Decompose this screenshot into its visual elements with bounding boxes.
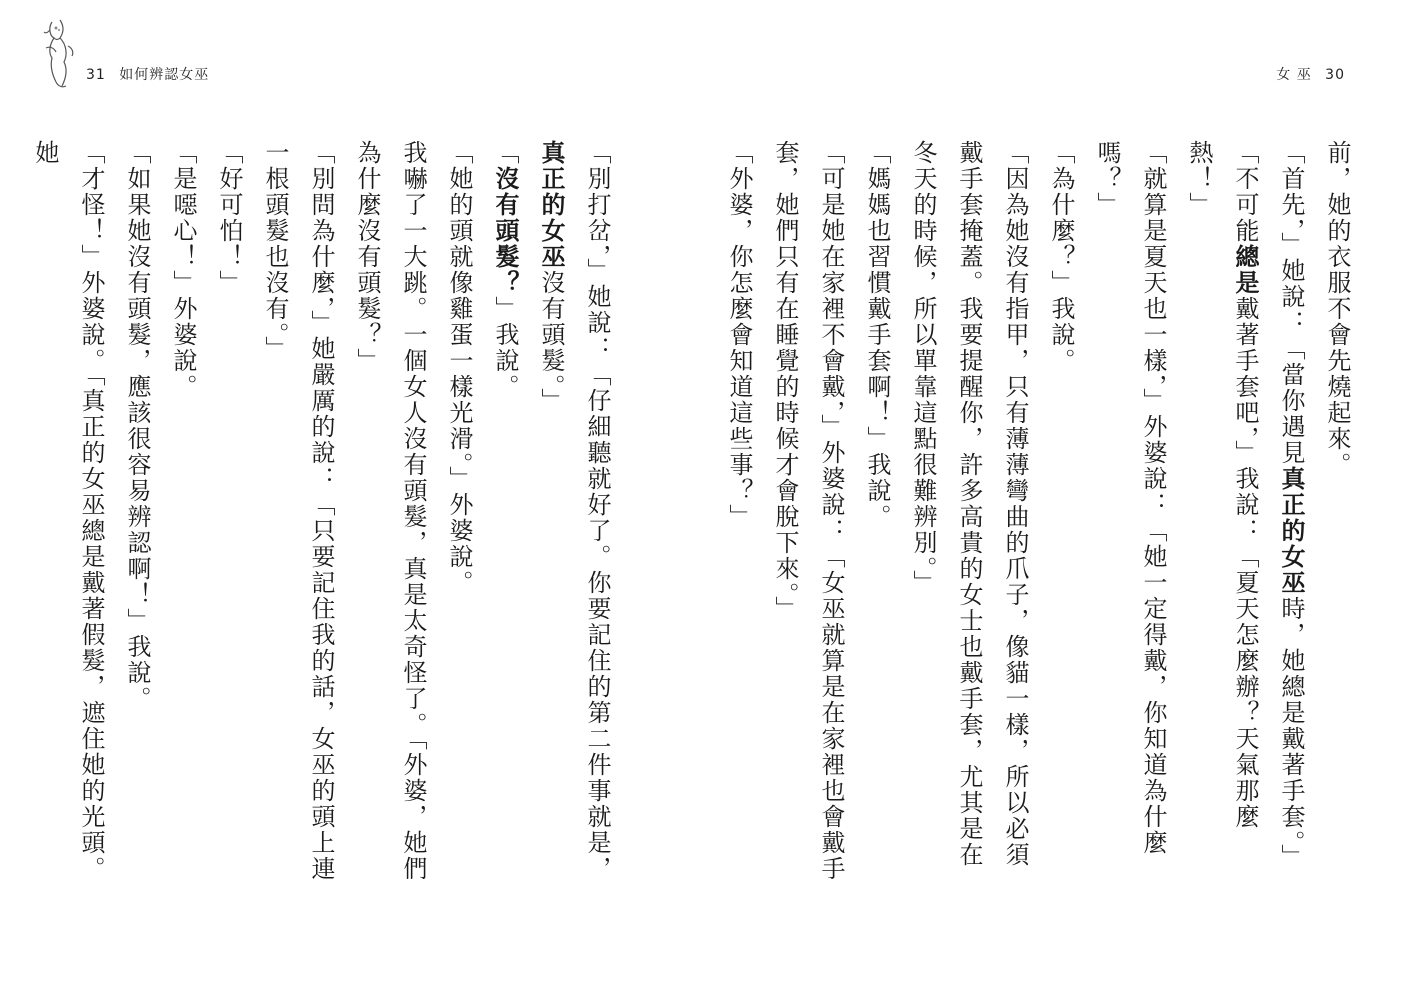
paragraph: 「可是她在家裡不會戴，」外婆說：「女巫就算是在家裡也會戴手套，她們只有在睡覺的時候才會脫下來。」	[771, 140, 845, 882]
left-running-title: 如何辨認女巫	[119, 67, 210, 83]
paragraph: 「為什麼？」我說。	[1047, 140, 1075, 374]
paragraph: 「才怪！」外婆說。「真正的女巫總是戴著假髮，遮住她的光頭。她	[31, 140, 105, 882]
left-page-number: 31	[86, 67, 106, 83]
emphasis-text: 真正的女巫	[537, 140, 565, 270]
paragraph: 前，她的衣服不會先燒起來。	[1323, 140, 1351, 478]
paragraph: 「因為她沒有指甲，只有薄薄彎曲的爪子，像貓一樣，所以必須戴手套掩蓋。我要提醒你，許多高貴的女士也戴手套，尤其是在冬天的時候，所以單靠這點很難辨別。」	[909, 140, 1029, 868]
paragraph: 「別打岔，」她說：「仔細聽就好了。你要記住的第二件事就是，真正的女巫沒有頭髮。」	[537, 140, 611, 882]
paragraph: 「就算是夏天也一樣，」外婆說：「她一定得戴，你知道為什麼嗎？」	[1093, 140, 1167, 856]
paragraph: 我嚇了一大跳。一個女人沒有頭髮，真是太奇怪了。「外婆，她們為什麼沒有頭髮？」	[353, 140, 427, 882]
paragraph: 「她的頭就像雞蛋一樣光滑。」外婆說。	[445, 140, 473, 596]
paragraph: 「是噁心！」外婆說。	[169, 140, 197, 400]
paragraph: 「不可能總是戴著手套吧，」我說：「夏天怎麼辦？天氣那麼熱！」	[1185, 140, 1259, 830]
paragraph: 「如果她沒有頭髮，應該很容易辨認啊！」我說。	[123, 140, 151, 712]
paragraph: 「媽媽也習慣戴手套啊！」我說。	[863, 140, 891, 530]
emphasis-text: 真正的女巫	[1277, 466, 1305, 596]
right-page-number: 30	[1325, 67, 1345, 83]
witch-illustration-icon	[38, 18, 82, 90]
paragraph: 「別問為什麼，」她嚴厲的說：「只要記住我的話，女巫的頭上連一根頭髮也沒有。」	[261, 140, 335, 882]
paragraph: 「外婆，你怎麼會知道這些事？」	[725, 140, 753, 530]
left-page-text	[31, 140, 620, 885]
paragraph: 「首先，」她說：「當你遇見真正的女巫時，她總是戴著手套。」	[1277, 140, 1305, 870]
paragraph: 「好可怕！」	[215, 140, 243, 296]
emphasis-text: 沒有頭髮？	[491, 166, 519, 296]
paragraph: 「沒有頭髮？」我說。	[491, 140, 519, 400]
right-running-title: 女 巫	[1276, 67, 1312, 83]
right-page-text	[725, 140, 1360, 885]
left-page-header	[86, 64, 217, 84]
right-page-header	[1268, 64, 1345, 84]
emphasis-text: 總是	[1231, 244, 1259, 296]
